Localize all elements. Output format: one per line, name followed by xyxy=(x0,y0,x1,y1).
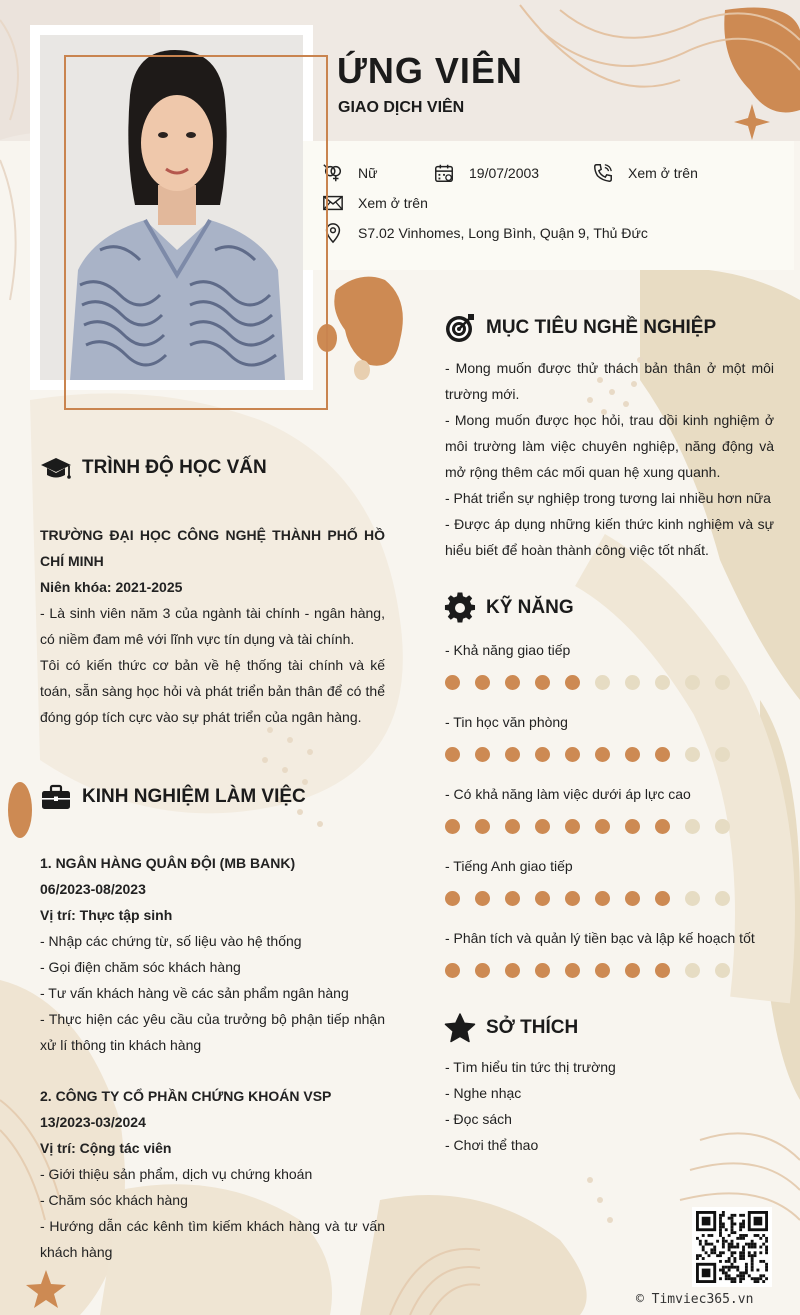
rating-dot-filled xyxy=(505,747,520,762)
job-task: - Giới thiệu sản phẩm, dịch vụ chứng khoán xyxy=(40,1166,313,1182)
job-task: - Thực hiện các yêu cầu của trưởng bộ phận tiếp nhận xử lí thông tin khách hàng xyxy=(40,1011,385,1053)
objective-list xyxy=(445,355,774,563)
experience-section-title xyxy=(40,781,306,813)
job-title: GIAO DỊCH VIÊN xyxy=(338,99,465,116)
rating-dot-filled xyxy=(475,963,490,978)
job-company: 1. NGÂN HÀNG QUÂN ĐỘI (MB BANK) xyxy=(40,855,296,871)
rating-dot-filled xyxy=(565,747,580,762)
skill-rating xyxy=(445,675,730,690)
briefcase-icon xyxy=(40,781,72,813)
rating-dot-filled xyxy=(475,675,490,690)
rating-dot-empty xyxy=(655,675,670,690)
education-section-title xyxy=(40,452,267,484)
rating-dot-filled xyxy=(445,891,460,906)
rating-dot-filled xyxy=(655,963,670,978)
rating-dot-filled xyxy=(535,675,550,690)
graduation-cap-icon xyxy=(40,452,72,484)
rating-dot-empty xyxy=(715,747,730,762)
job-period: 13/2023-03/2024 xyxy=(40,1114,146,1130)
phone-icon xyxy=(592,162,614,184)
rating-dot-filled xyxy=(625,747,640,762)
job-task: - Nhập các chứng từ, số liệu vào hệ thống xyxy=(40,933,302,949)
objective-section-title xyxy=(444,312,716,344)
contact-address xyxy=(322,222,648,244)
rating-dot-filled xyxy=(625,891,640,906)
email-value: Xem ở trên xyxy=(358,195,428,211)
skill-name: - Khả năng giao tiếp xyxy=(445,642,571,658)
rating-dot-filled xyxy=(445,963,460,978)
rating-dot-filled xyxy=(535,891,550,906)
rating-dot-empty xyxy=(715,891,730,906)
skills-title-text: KỸ NĂNG xyxy=(486,597,574,618)
qr-code[interactable] xyxy=(692,1207,772,1287)
rating-dot-empty xyxy=(685,819,700,834)
rating-dot-filled xyxy=(655,819,670,834)
rating-dot-empty xyxy=(715,819,730,834)
birthday-value: 19/07/2003 xyxy=(469,165,540,181)
rating-dot-filled xyxy=(565,819,580,834)
rating-dot-filled xyxy=(475,819,490,834)
rating-dot-filled xyxy=(655,747,670,762)
rating-dot-filled xyxy=(655,891,670,906)
objective-item: - Phát triển sự nghiệp trong tương lai nhiều hơn nữa xyxy=(445,490,771,506)
gender-value: Nữ xyxy=(358,165,378,181)
job-company: 2. CÔNG TY CỔ PHẦN CHỨNG KHOÁN VSP xyxy=(40,1088,332,1104)
address-value: S7.02 Vinhomes, Long Bình, Quận 9, Thủ Đức xyxy=(358,225,648,241)
education-period: Niên khóa: 2021-2025 xyxy=(40,579,183,595)
rating-dot-filled xyxy=(565,891,580,906)
rating-dot-filled xyxy=(625,819,640,834)
objective-item: - Mong muốn được học hỏi, trau dồi kinh nghiệm ở môi trường làm việc chuyên nghiệp, năng động và mở rộng thêm các mối quan hệ xung quanh. xyxy=(445,412,774,480)
skill-name: - Tin học văn phòng xyxy=(445,714,568,730)
candidate-name: ỨNG VIÊN xyxy=(337,50,523,91)
rating-dot-filled xyxy=(565,675,580,690)
rating-dot-filled xyxy=(445,747,460,762)
objective-item: - Được áp dụng những kiến thức kinh nghiệm và sự hiểu biết để hoàn thành công việc tốt nhất. xyxy=(445,516,774,558)
qr-code-pattern xyxy=(692,1207,772,1287)
footer-brand: © Timviec365.vn xyxy=(636,1292,754,1307)
education-desc-2: Tôi có kiến thức cơ bản về hệ thống tài chính và kế toán, sẵn sàng học hỏi và phát triển bản thân để có thể đóng góp tích cực vào sự phát triển của ngân hàng. xyxy=(40,657,385,725)
rating-dot-filled xyxy=(475,891,490,906)
rating-dot-empty xyxy=(685,963,700,978)
rating-dot-empty xyxy=(685,675,700,690)
skill-rating xyxy=(445,819,730,834)
rating-dot-filled xyxy=(625,963,640,978)
education-title-text: TRÌNH ĐỘ HỌC VẤN xyxy=(82,457,267,478)
hobbies-list xyxy=(445,1054,775,1158)
rating-dot-filled xyxy=(505,675,520,690)
photo-outline-frame xyxy=(64,55,328,410)
education-school: TRƯỜNG ĐẠI HỌC CÔNG NGHỆ THÀNH PHỐ HỒ CHÍ MINH xyxy=(40,527,385,569)
rating-dot-filled xyxy=(475,747,490,762)
rating-dot-filled xyxy=(505,963,520,978)
skill-rating xyxy=(445,963,730,978)
skills-section-title xyxy=(444,592,574,624)
rating-dot-empty xyxy=(625,675,640,690)
rating-dot-empty xyxy=(715,963,730,978)
gear-icon xyxy=(444,592,476,624)
rating-dot-filled xyxy=(595,747,610,762)
rating-dot-filled xyxy=(565,963,580,978)
job-task: - Tư vấn khách hàng về các sản phẩm ngân hàng xyxy=(40,985,349,1001)
objective-item: - Mong muốn được thử thách bản thân ở một môi trường mới. xyxy=(445,360,774,402)
contact-birthday xyxy=(433,162,539,184)
rating-dot-filled xyxy=(535,819,550,834)
contact-email xyxy=(322,192,428,214)
skill-name: - Có khả năng làm việc dưới áp lực cao xyxy=(445,786,691,802)
hobby-item: - Nghe nhạc xyxy=(445,1085,522,1101)
rating-dot-filled xyxy=(595,963,610,978)
rating-dot-empty xyxy=(685,747,700,762)
rating-dot-filled xyxy=(595,819,610,834)
rating-dot-filled xyxy=(535,747,550,762)
rating-dot-filled xyxy=(445,819,460,834)
job-position: Vị trí: Cộng tác viên xyxy=(40,1140,172,1156)
skill-rating xyxy=(445,891,730,906)
experience-title-text: KINH NGHIỆM LÀM VIỆC xyxy=(82,786,306,807)
rating-dot-filled xyxy=(505,891,520,906)
rating-dot-empty xyxy=(715,675,730,690)
education-content xyxy=(40,522,385,730)
skill-rating xyxy=(445,747,730,762)
objective-title-text: MỤC TIÊU NGHỀ NGHIỆP xyxy=(486,317,717,338)
rating-dot-empty xyxy=(685,891,700,906)
rating-dot-empty xyxy=(595,675,610,690)
skill-name: - Tiếng Anh giao tiếp xyxy=(445,858,573,874)
rating-dot-filled xyxy=(535,963,550,978)
hobby-item: - Tìm hiểu tin tức thị trường xyxy=(445,1059,616,1075)
calendar-icon xyxy=(433,162,455,184)
education-desc-1: - Là sinh viên năm 3 của ngành tài chính - ngân hàng, có niềm đam mê với lĩnh vực tín dụng và tài chính. xyxy=(40,605,385,647)
skill-name: - Phân tích và quản lý tiền bạc và lập kế hoạch tốt xyxy=(445,930,755,946)
rating-dot-filled xyxy=(595,891,610,906)
hobbies-title-text: SỞ THÍCH xyxy=(486,1017,579,1038)
phone-value: Xem ở trên xyxy=(628,165,698,181)
job-task: - Chăm sóc khách hàng xyxy=(40,1192,188,1208)
job-task: - Gọi điện chăm sóc khách hàng xyxy=(40,959,241,975)
star-icon xyxy=(444,1012,476,1044)
target-icon xyxy=(444,312,476,344)
hobby-item: - Đọc sách xyxy=(445,1111,512,1127)
job-period: 06/2023-08/2023 xyxy=(40,881,146,897)
job-position: Vị trí: Thực tập sinh xyxy=(40,907,173,923)
contact-gender xyxy=(322,162,377,184)
experience-job-1 xyxy=(40,850,385,1058)
hobbies-section-title xyxy=(444,1012,578,1044)
experience-job-2 xyxy=(40,1083,385,1265)
contact-phone xyxy=(592,162,698,184)
job-task: - Hướng dẫn các kênh tìm kiếm khách hàng và tư vấn khách hàng xyxy=(40,1218,385,1260)
rating-dot-filled xyxy=(445,675,460,690)
hobby-item: - Chơi thể thao xyxy=(445,1137,539,1153)
rating-dot-filled xyxy=(505,819,520,834)
